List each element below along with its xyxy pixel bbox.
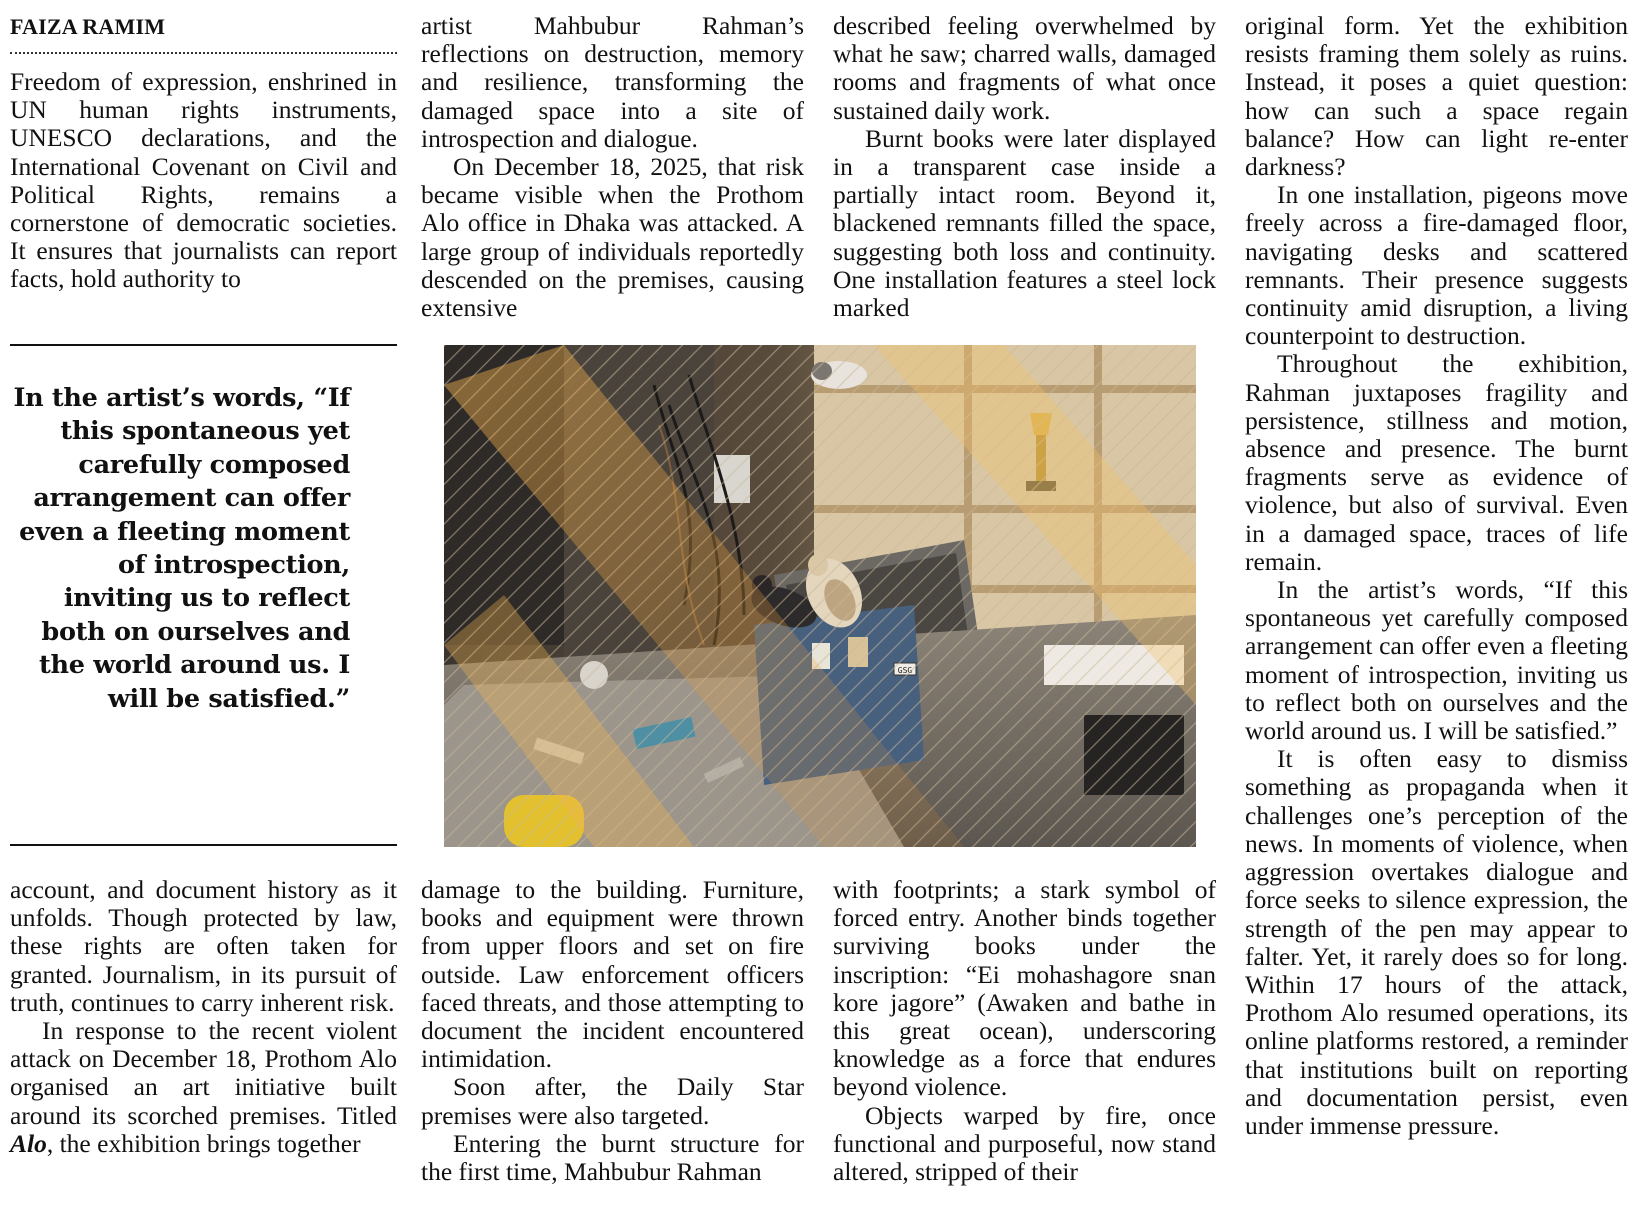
pull-quote: In the artist’s words, “If this spontaneous yet carefully composed arrangement can offer even a fleeting moment of introspection, inviting us to reflect both on ourselves and the world around us. I will be satisfied.” (13, 383, 350, 714)
byline: FAIZA RAMIM (10, 14, 166, 39)
pullquote-bottom-rule (10, 844, 397, 846)
column-2-bottom (421, 876, 804, 1186)
paragraph: Throughout the exhibition, Rahman juxtaposes fragility and persistence, stillness and motion, absence and presence. The burnt fragments serve as evidence of violence, but also of survival. Even in a damaged space, traces of life remain. (1245, 349, 1628, 576)
exhibition-title: Alo (10, 1128, 47, 1158)
paragraph-text: In response to the recent violent attack on December 18, Prothom Alo organised an art initiative built around its scorched premises. Titled (10, 1016, 397, 1130)
paragraph-text: , the exhibition brings together (46, 1128, 361, 1158)
column-2-top (421, 12, 804, 322)
paragraph: Freedom of expression, enshrined in UN human rights instruments, UNESCO declarations, and the International Covenant on Civil and Political Rights, remains a cornerstone of democratic societies. It ensures that journalists can report facts, hold authority to (10, 67, 397, 294)
article-photo (444, 345, 1196, 847)
paragraph: account, and document history as it unfolds. Though protected by law, these rights are often taken for granted. Journalism, in its pursuit of truth, continues to carry inherent risk. (10, 875, 397, 1017)
paragraph: In one installation, pigeons move freely across a fire-damaged floor, navigating desks and scattered remnants. Their presence suggests continuity amid disruption, a living counterpoint to destruction. (1245, 180, 1628, 351)
paragraph: Entering the burnt structure for the first time, Mahbubur Rahman (421, 1128, 804, 1187)
column-3-top (833, 12, 1216, 322)
byline-dotted-rule (10, 52, 397, 54)
burnt-office-pigeons-image (444, 345, 1196, 847)
paragraph: original form. Yet the exhibition resists framing them solely as ruins. Instead, it poses a quiet question: how can such a space regain balance? How can light re-enter darkness? (1245, 11, 1628, 182)
column-1-top (10, 68, 397, 294)
paragraph (10, 1017, 397, 1158)
paragraph: with footprints; a stark symbol of forced entry. Another binds together surviving books under the inscription: “Ei mohashagore snan kore jagore” (Awaken and bathe in this great ocean), underscoring knowledge as a force that endures beyond violence. (833, 875, 1216, 1102)
paragraph: described feeling overwhelmed by what he saw; charred walls, damaged rooms and fragments of what once sustained daily work. (833, 11, 1216, 125)
paragraph: On December 18, 2025, that risk became visible when the Prothom Alo office in Dhaka was attacked. A large group of individuals reportedly descended on the premises, causing extensive (421, 152, 804, 323)
pullquote-top-rule (10, 344, 397, 346)
paragraph: damage to the building. Furniture, books and equipment were thrown from upper floors and set on fire outside. Law enforcement officers faced threats, and those attempting to document the incident encountered intimidation. (421, 875, 804, 1074)
column-1-bottom (10, 876, 397, 1158)
column-3-bottom (833, 876, 1216, 1186)
paragraph: It is often easy to dismiss something as propaganda when it challenges one’s perception of the news. In moments of violence, when aggression overtakes dialogue and force seeks to silence expression, the strength of the pen may appear to falter. Yet, it rarely does so for long. Within 17 hours of the attack, Prothom Alo resumed operations, its online platforms restored, a reminder that institutions built on reporting and documentation persist, even under immense pressure. (1245, 744, 1628, 1140)
paragraph: In the artist’s words, “If this spontaneous yet carefully composed arrangement can offer even a fleeting moment of introspection, inviting us to reflect both on ourselves and the world around us. I will be satisfied.” (1245, 575, 1628, 746)
paragraph: Objects warped by fire, once functional and purposeful, now stand altered, stripped of their (833, 1100, 1216, 1187)
paragraph: Burnt books were later displayed in a transparent case inside a partially intact room. Beyond it, blackened remnants filled the space, suggesting both loss and continuity. One installation features a steel lock marked (833, 123, 1216, 323)
column-4 (1245, 12, 1628, 1140)
paragraph: Soon after, the Daily Star premises were also targeted. (421, 1072, 804, 1130)
paragraph: artist Mahbubur Rahman’s reflections on destruction, memory and resilience, transforming the damaged space into a site of introspection and dialogue. (421, 11, 804, 153)
